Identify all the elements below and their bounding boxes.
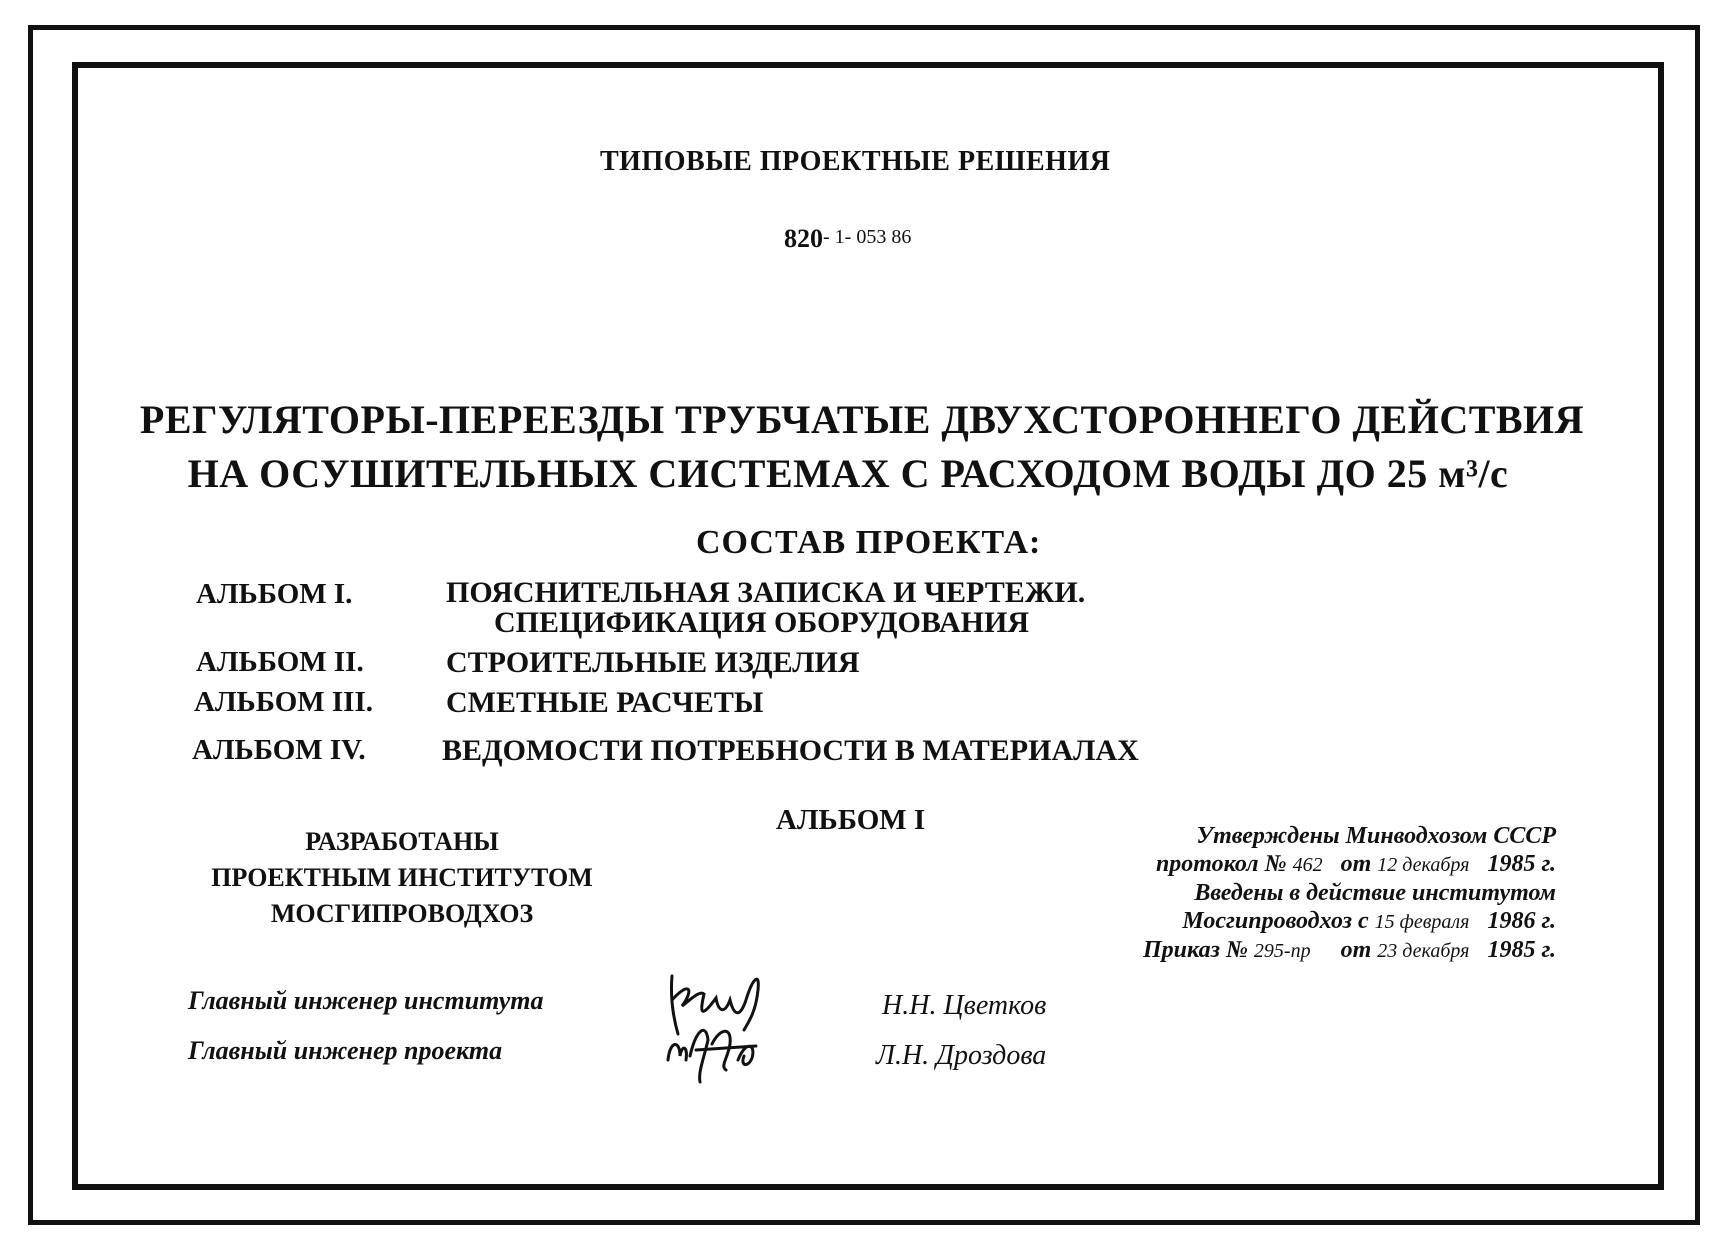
approval-year-1: 1985 г. <box>1487 851 1556 877</box>
series-title: ТИПОВЫЕ ПРОЕКТНЫЕ РЕШЕНИЯ <box>600 146 1111 177</box>
album-4-label: АЛЬБОМ IV. <box>192 734 366 766</box>
project-code-main: 820 <box>784 224 823 253</box>
album-3-text: СМЕТНЫЕ РАСЧЕТЫ <box>446 686 764 719</box>
order-number: 295-пр <box>1253 940 1311 962</box>
album-2-label: АЛЬБОМ II. <box>196 646 364 678</box>
project-code-rest: - 1- 053 86 <box>823 226 912 248</box>
developer-line-1: РАЗРАБОТАНЫ <box>305 827 499 856</box>
developer-line-3: МОСГИПРОВОДХОЗ <box>270 899 534 928</box>
approval-line-2: протокол № 462 от 12 декабря 1985 г. <box>1155 851 1556 877</box>
signer-1-name: Н.Н. Цветков <box>882 990 1047 1021</box>
approval-line-4: Мосгипроводхоз с 15 февраля 1986 г. <box>1182 908 1556 934</box>
protocol-number: 462 <box>1292 854 1323 876</box>
album-1-label: АЛЬБОМ I. <box>196 578 353 610</box>
developer-block <box>162 824 642 932</box>
album-4-text: ВЕДОМОСТИ ПОТРЕБНОСТИ В МАТЕРИАЛАХ <box>442 734 1139 767</box>
album-1-text-1: ПОЯСНИТЕЛЬНАЯ ЗАПИСКА И ЧЕРТЕЖИ. <box>446 576 1086 609</box>
signer-1-role: Главный инженер института <box>188 986 544 1015</box>
title-line-1: РЕГУЛЯТОРЫ-ПЕРЕЕЗДЫ ТРУБЧАТЫЕ ДВУХСТОРОННЕГО ДЕЙСТВИЯ <box>139 397 1585 442</box>
approval-date-2: 15 февраля <box>1374 911 1470 933</box>
approval-date-3: 23 декабря <box>1377 940 1470 962</box>
title-line-2: НА ОСУШИТЕЛЬНЫХ СИСТЕМАХ С РАСХОДОМ ВОДЫ ДО 25 м³/с <box>187 451 1509 496</box>
project-code <box>784 224 911 254</box>
approval-line-1: Утверждены Минводхозом СССР <box>1196 823 1556 849</box>
approval-line-5: Приказ № 295-пр от 23 декабря 1985 г. <box>1143 937 1556 963</box>
current-album: АЛЬБОМ I <box>776 804 926 836</box>
composition-heading: СОСТАВ ПРОЕКТА: <box>696 524 1042 561</box>
developer-line-2: ПРОЕКТНЫМ ИНСТИТУТОМ <box>211 863 593 892</box>
approval-date-1: 12 декабря <box>1377 854 1470 876</box>
approval-block <box>956 822 1556 965</box>
album-2-text: СТРОИТЕЛЬНЫЕ ИЗДЕЛИЯ <box>446 646 860 679</box>
handwritten-signatures <box>660 960 790 1090</box>
album-1-text-2: СПЕЦИФИКАЦИЯ ОБОРУДОВАНИЯ <box>494 606 1029 639</box>
signer-2-role: Главный инженер проекта <box>188 1036 503 1065</box>
approval-year-3: 1985 г. <box>1487 937 1556 963</box>
approval-line-3: Введены в действие институтом <box>1194 880 1556 906</box>
album-3-label: АЛЬБОМ III. <box>194 686 373 718</box>
approval-year-2: 1986 г. <box>1487 908 1556 934</box>
signer-2-name: Л.Н. Дроздова <box>876 1040 1047 1071</box>
